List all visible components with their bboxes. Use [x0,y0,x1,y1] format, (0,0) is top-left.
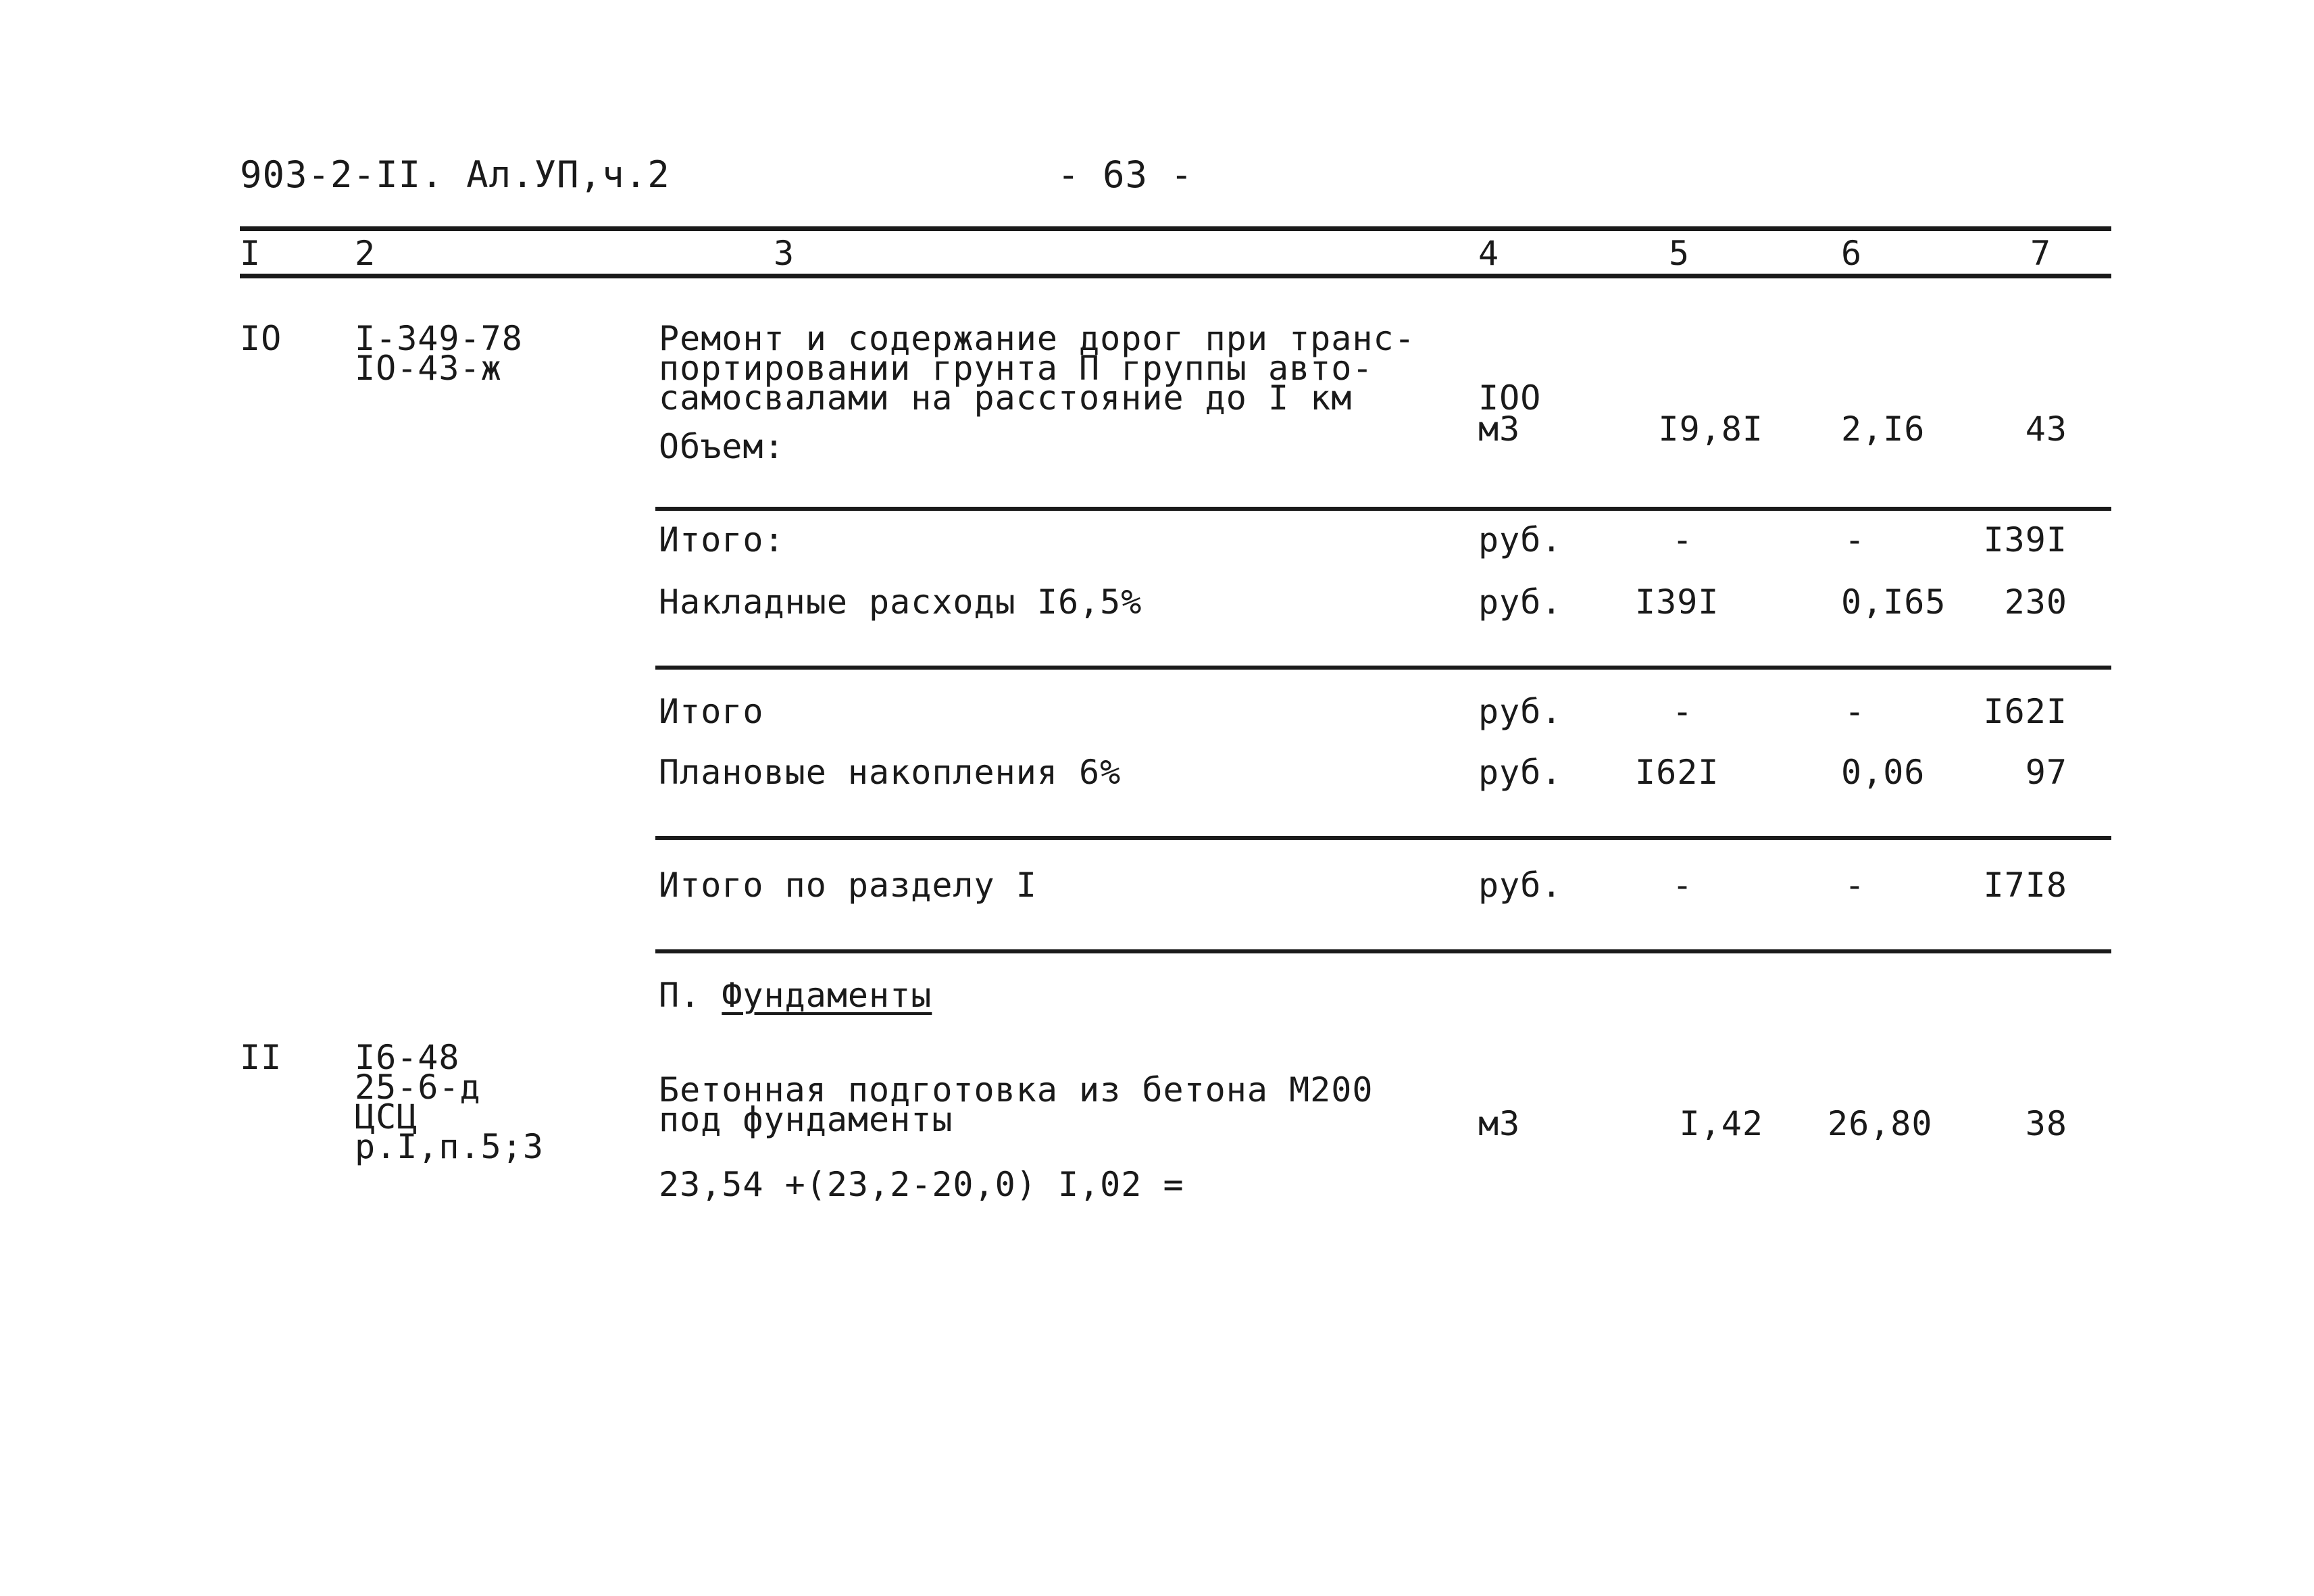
row-11-coef: 26,80 [1828,1104,1933,1143]
divider-1 [655,507,2111,511]
total-2-label: Итого [659,692,764,731]
row-10-volume-label: Объем: [659,427,785,466]
total-1-c5: - [1672,520,1694,559]
divider-4 [655,949,2111,953]
section-total-unit: руб. [1478,866,1563,905]
column-header-2: 2 [355,234,376,273]
planned-unit: руб. [1478,753,1563,792]
planned-amount: 97 [2025,753,2067,792]
overhead-label: Накладные расходы I6,5% [659,582,1142,622]
row-11-amount: 38 [2025,1104,2067,1143]
row-11-formula: 23,54 +(23,2-20,0) I,02 = [659,1165,1184,1204]
total-1-amount: I39I [1983,520,2067,559]
section-2-title: Фундаменты [722,976,932,1015]
column-header-6: 6 [1841,234,1863,273]
row-11-desc-2: под фундаменты [659,1100,953,1139]
planned-base: I62I [1635,753,1719,792]
page-number: - 63 - [1057,153,1194,196]
section-total-c5: - [1672,866,1694,905]
planned-rate: 0,06 [1841,753,1926,792]
row-11-price: I,42 [1679,1104,1763,1143]
row-10-unit-qty: IOO [1478,378,1542,418]
row-10-unit: м3 [1478,409,1521,449]
column-header-5: 5 [1669,234,1690,273]
row-10-amount: 43 [2025,409,2067,449]
divider-3 [655,836,2111,840]
overhead-amount: 230 [2004,582,2067,622]
header-bottom-rule [240,274,2111,278]
column-header-4: 4 [1478,234,1500,273]
total-2-amount: I62I [1983,692,2067,731]
overhead-base: I39I [1635,582,1719,622]
column-header-1: I [240,234,261,273]
section-total-label: Итого по разделу I [659,866,1037,905]
total-1-unit: руб. [1478,520,1563,559]
total-2-c6: - [1844,692,1866,731]
row-11-code-2: 25-6-д [355,1068,481,1107]
total-2-c5: - [1672,692,1694,731]
divider-2 [655,666,2111,670]
section-total-c6: - [1844,866,1866,905]
document-id: 903-2-II. Ал.УП,ч.2 [240,153,670,196]
section-2-prefix: П. [659,976,722,1015]
row-11-desc-1: Бетонная подготовка из бетона М200 [659,1070,1374,1109]
row-11-code-3: ЦСЦ [355,1097,418,1137]
row-11-code-1: I6-48 [355,1038,460,1077]
total-1-c6: - [1844,520,1866,559]
row-10-desc-3: самосвалами на расстояние до I км [659,378,1353,418]
row-11-number: II [240,1038,282,1077]
total-2-unit: руб. [1478,692,1563,731]
row-10-desc-2: портировании грунта П группы авто- [659,349,1374,388]
section-total-amount: I7I8 [1983,866,2067,905]
row-11-unit: м3 [1478,1104,1521,1143]
row-11-code-4: р.I,п.5;3 [355,1127,544,1166]
row-10-price: I9,8I [1658,409,1763,449]
row-10-code-1: I-349-78 [355,319,523,358]
column-header-7: 7 [2030,234,2052,273]
row-10-number: IO [240,319,282,358]
header-top-rule [240,226,2111,231]
row-10-desc-1: Ремонт и содержание дорог при транс- [659,319,1415,358]
row-10-code-2: IO-43-ж [355,349,502,388]
overhead-rate: 0,I65 [1841,582,1946,622]
total-1-label: Итого: [659,520,785,559]
column-header-3: 3 [774,234,795,273]
row-10-coef: 2,I6 [1841,409,1926,449]
planned-label: Плановые накопления 6% [659,753,1122,792]
section-2-heading [659,976,932,1015]
overhead-unit: руб. [1478,582,1563,622]
